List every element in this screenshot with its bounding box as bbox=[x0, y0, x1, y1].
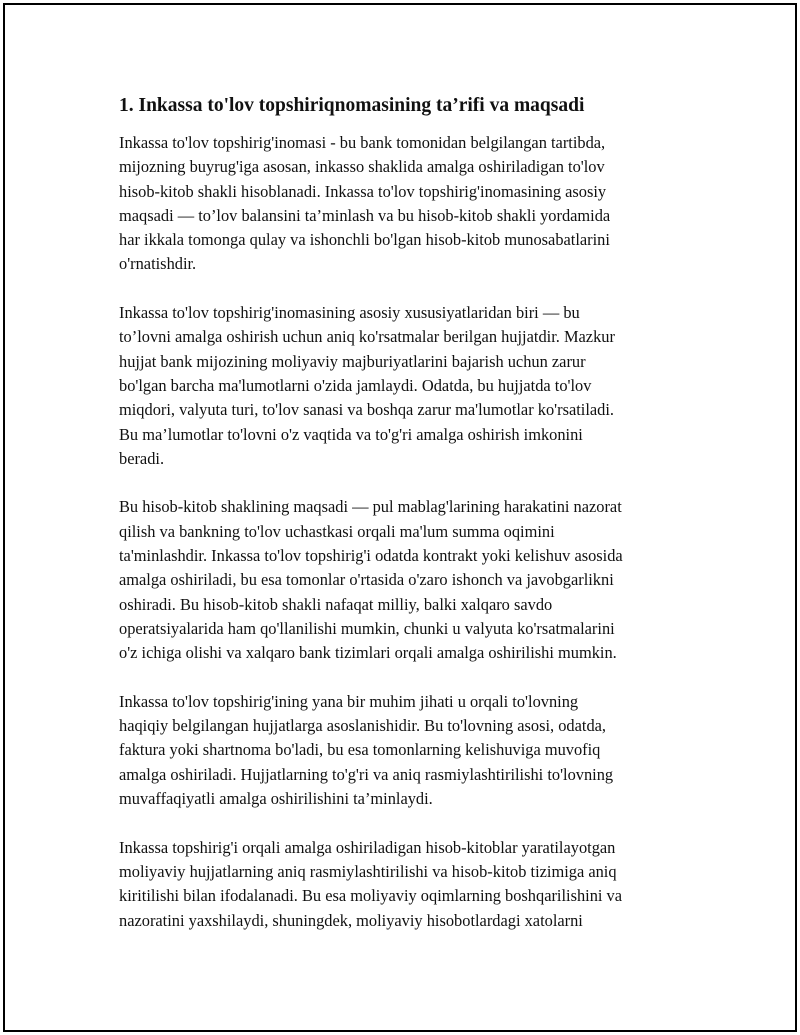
document-body bbox=[119, 94, 699, 957]
text-line: moliyaviy hujjatlarning aniq rasmiylashtirilishi va hisob-kitob tizimiga aniq bbox=[119, 861, 617, 881]
text-line: Bu hisob-kitob shaklining maqsadi — pul mablag'larining harakatini nazorat bbox=[119, 497, 622, 517]
text-line: maqsadi — to’lov balansini ta’minlash va bu hisob-kitob shakli yordamida bbox=[119, 205, 611, 225]
text-line: amalga oshiriladi, bu esa tomonlar o'rtasida o'zaro ishonch va javobgarlikni bbox=[119, 570, 614, 590]
text-line: oshiradi. Bu hisob-kitob shakli nafaqat milliy, balki xalqaro savdo bbox=[119, 594, 553, 614]
text-line: Bu ma’lumotlar to'lovni o'z vaqtida va to'g'ri amalga oshirish imkonini bbox=[119, 424, 583, 444]
text-line: muvaffaqiyatli amalga oshirilishini ta’minlaydi. bbox=[119, 789, 433, 809]
paragraph bbox=[119, 495, 699, 665]
text-line: beradi. bbox=[119, 448, 165, 468]
text-line: nazoratini yaxshilaydi, shuningdek, moliyaviy hisobotlardagi xatolarni bbox=[119, 910, 583, 930]
paragraph bbox=[119, 301, 699, 471]
text-line: operatsiyalarida ham qo'llanilishi mumkin, chunki u valyuta ko'rsatmalarini bbox=[119, 618, 615, 638]
paragraph bbox=[119, 836, 699, 933]
section-heading: 1. Inkassa to'lov topshiriqnomasining ta’rifi va maqsadi bbox=[119, 95, 585, 116]
paragraph bbox=[119, 131, 699, 277]
text-line: Inkassa to'lov topshirig'ining yana bir muhim jihati u orqali to'lovning bbox=[119, 691, 579, 711]
text-line: faktura yoki shartnoma bo'ladi, bu esa tomonlarning kelishuviga muvofiq bbox=[119, 740, 601, 760]
text-line: har ikkala tomonga qulay va ishonchli bo'lgan hisob-kitob munosabatlarini bbox=[119, 230, 610, 250]
text-line: mijozning buyrug'iga asosan, inkasso shaklida amalga oshiriladigan to'lov bbox=[119, 157, 605, 177]
paragraph bbox=[119, 690, 699, 811]
text-line: to’lovni amalga oshirish uchun aniq ko'rsatmalar berilgan hujjatdir. Mazkur bbox=[119, 327, 615, 347]
text-line: qilish va bankning to'lov uchastkasi orqali ma'lum summa oqimini bbox=[119, 521, 555, 541]
text-line: Inkassa to'lov topshirig'inomasi - bu bank tomonidan belgilangan tartibda, bbox=[119, 133, 606, 152]
text-line: kiritilishi bilan ifodalanadi. Bu esa moliyaviy oqimlarning boshqarilishini va bbox=[119, 886, 623, 906]
paragraph-list bbox=[119, 131, 699, 933]
text-line: Inkassa topshirig'i orqali amalga oshiriladigan hisob-kitoblar yaratilayotgan bbox=[119, 837, 616, 857]
text-line: o'z ichiga olishi va xalqaro bank tizimlari orqali amalga oshirilishi mumkin. bbox=[119, 643, 617, 663]
text-line: o'rnatishdir. bbox=[119, 254, 197, 274]
text-line: hisob-kitob shakli hisoblanadi. Inkassa to'lov topshirig'inomasining asosiy bbox=[119, 181, 607, 201]
text-line: haqiqiy belgilangan hujjatlarga asoslanishidir. Bu to'lovning asosi, odatda, bbox=[119, 716, 607, 736]
text-line: hujjat bank mijozining moliyaviy majburiyatlarini bajarish uchun zarur bbox=[119, 351, 586, 371]
text-line: Inkassa to'lov topshirig'inomasining asosiy xususiyatlaridan biri — bu bbox=[119, 303, 580, 323]
text-line: miqdori, valyuta turi, to'lov sanasi va boshqa zarur ma'lumotlar ko'rsatiladi. bbox=[119, 400, 615, 420]
text-line: amalga oshiriladi. Hujjatlarning to'g'ri va aniq rasmiylashtirilishi to'lovning bbox=[119, 764, 614, 784]
text-line: ta'minlashdir. Inkassa to'lov topshirig'i odatda kontrakt yoki kelishuv asosida bbox=[119, 546, 623, 566]
document-page bbox=[3, 3, 797, 1032]
text-line: bo'lgan barcha ma'lumotlarni o'zida jamlaydi. Odatda, bu hujjatda to'lov bbox=[119, 375, 592, 395]
